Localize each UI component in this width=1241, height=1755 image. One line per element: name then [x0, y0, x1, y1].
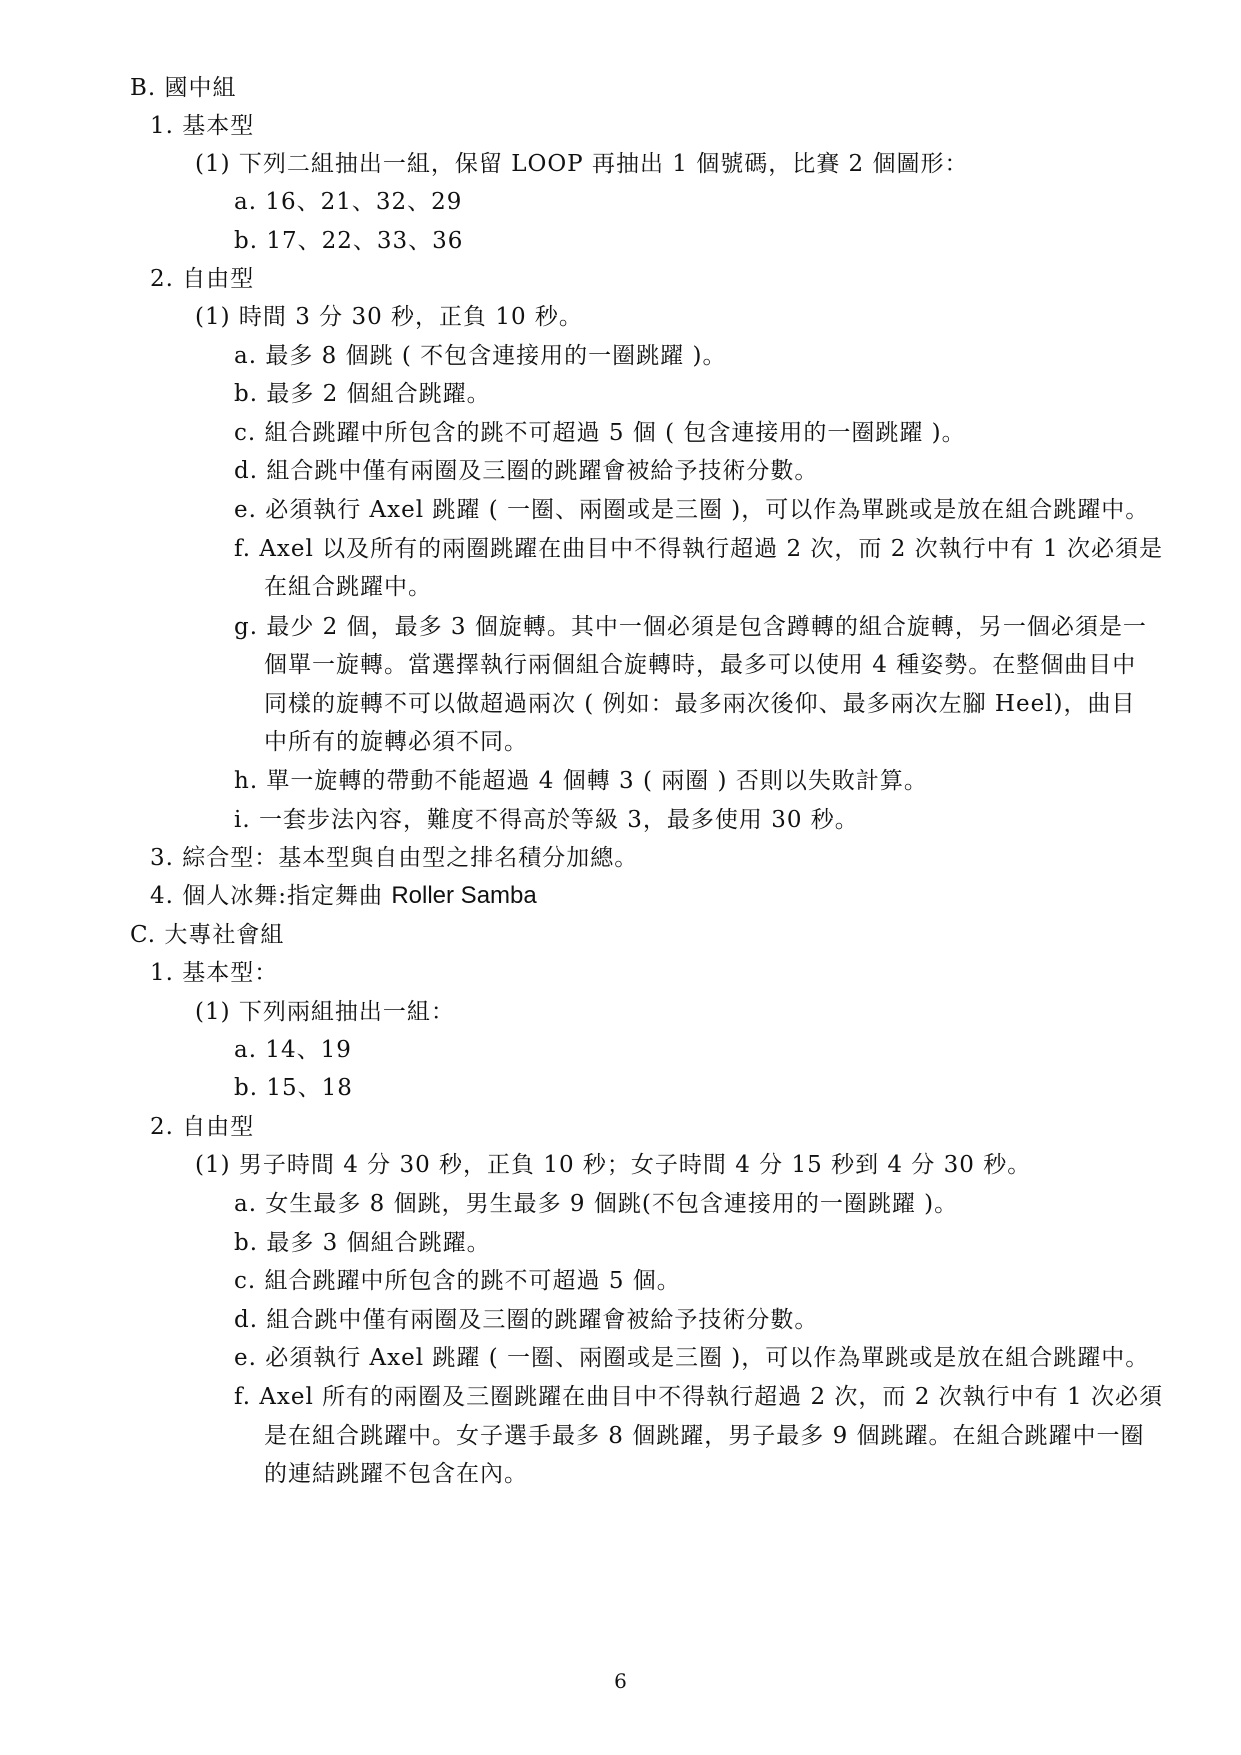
b-item-4-label: 4. 個人冰舞:指定舞曲 — [150, 883, 392, 909]
c2-rule-c: c. 組合跳躍中所包含的跳不可超過 5 個。 — [234, 1268, 681, 1294]
b2-rule-g-cont-1: 個單一旋轉。當選擇執行兩個組合旋轉時，最多可以使用 4 種姿勢。在整個曲目中 — [264, 652, 1137, 678]
b-item-3: 3. 綜合型：基本型與自由型之排名積分加總。 — [150, 845, 639, 871]
c2-rule-f-cont-2: 的連結跳躍不包含在內。 — [264, 1461, 528, 1487]
page-number: 6 — [614, 1669, 627, 1693]
b1-option-a: a. 16、21、32、29 — [234, 189, 463, 215]
b2-subitem-1: (1) 時間 3 分 30 秒，正負 10 秒。 — [195, 304, 583, 330]
b-item-2-heading: 2. 自由型 — [150, 266, 255, 292]
c2-rule-f-cont-1: 是在組合跳躍中。女子選手最多 8 個跳躍，男子最多 9 個跳躍。在組合跳躍中一圈 — [264, 1423, 1145, 1449]
c2-rule-b: b. 最多 3 個組合跳躍。 — [234, 1230, 491, 1256]
dance-name: Roller Samba — [391, 882, 537, 909]
c-item-1-heading: 1. 基本型： — [150, 960, 279, 986]
b2-rule-a: a. 最多 8 個跳 ( 不包含連接用的一圈跳躍 )。 — [234, 343, 727, 369]
b1-option-b: b. 17、22、33、36 — [234, 228, 464, 254]
b-item-4 — [150, 881, 537, 911]
b2-rule-g: g. 最少 2 個，最多 3 個旋轉。其中一個必須是包含蹲轉的組合旋轉，另一個必須是一 — [234, 614, 1147, 640]
b2-rule-i: i. 一套步法內容，難度不得高於等級 3，最多使用 30 秒。 — [234, 807, 859, 833]
c2-rule-a: a. 女生最多 8 個跳，男生最多 9 個跳(不包含連接用的一圈跳躍 )。 — [234, 1191, 959, 1217]
c2-rule-f: f. Axel 所有的兩圈及三圈跳躍在曲目中不得執行超過 2 次，而 2 次執行中有 1 次必須 — [234, 1384, 1163, 1410]
b-item-1-heading: 1. 基本型 — [150, 113, 255, 139]
c2-rule-e: e. 必須執行 Axel 跳躍 ( 一圈、兩圈或是三圈 )，可以作為單跳或是放在組合跳躍中。 — [234, 1345, 1150, 1371]
b2-rule-e: e. 必須執行 Axel 跳躍 ( 一圈、兩圈或是三圈 )，可以作為單跳或是放在組合跳躍中。 — [234, 497, 1150, 523]
section-c-heading: C. 大專社會組 — [130, 922, 285, 948]
b2-rule-d: d. 組合跳中僅有兩圈及三圈的跳躍會被給予技術分數。 — [234, 458, 819, 484]
c1-option-a: a. 14、19 — [234, 1037, 352, 1063]
b2-rule-h: h. 單一旋轉的帶動不能超過 4 個轉 3 ( 兩圈 ) 否則以失敗計算。 — [234, 768, 928, 794]
b2-rule-f-cont: 在組合跳躍中。 — [264, 574, 432, 600]
b2-rule-b: b. 最多 2 個組合跳躍。 — [234, 381, 491, 407]
b2-rule-f: f. Axel 以及所有的兩圈跳躍在曲目中不得執行超過 2 次，而 2 次執行中有 1 次必須是 — [234, 536, 1163, 562]
c-item-2-heading: 2. 自由型 — [150, 1114, 255, 1140]
b2-rule-g-cont-2: 同樣的旋轉不可以做超過兩次 ( 例如：最多兩次後仰、最多兩次左腳 Heel)，曲目 — [264, 691, 1136, 717]
c2-rule-d: d. 組合跳中僅有兩圈及三圈的跳躍會被給予技術分數。 — [234, 1307, 819, 1333]
c1-option-b: b. 15、18 — [234, 1075, 353, 1101]
c2-subitem-1: (1) 男子時間 4 分 30 秒，正負 10 秒；女子時間 4 分 15 秒到 4 分 30 秒。 — [195, 1152, 1032, 1178]
c1-subitem-1: (1) 下列兩組抽出一組： — [195, 999, 455, 1025]
b2-rule-c: c. 組合跳躍中所包含的跳不可超過 5 個 ( 包含連接用的一圈跳躍 )。 — [234, 420, 966, 446]
section-b-heading: B. 國中組 — [130, 75, 237, 101]
b1-subitem-1: (1) 下列二組抽出一組，保留 LOOP 再抽出 1 個號碼，比賽 2 個圖形： — [195, 151, 969, 177]
b2-rule-g-cont-3: 中所有的旋轉必須不同。 — [264, 729, 528, 755]
